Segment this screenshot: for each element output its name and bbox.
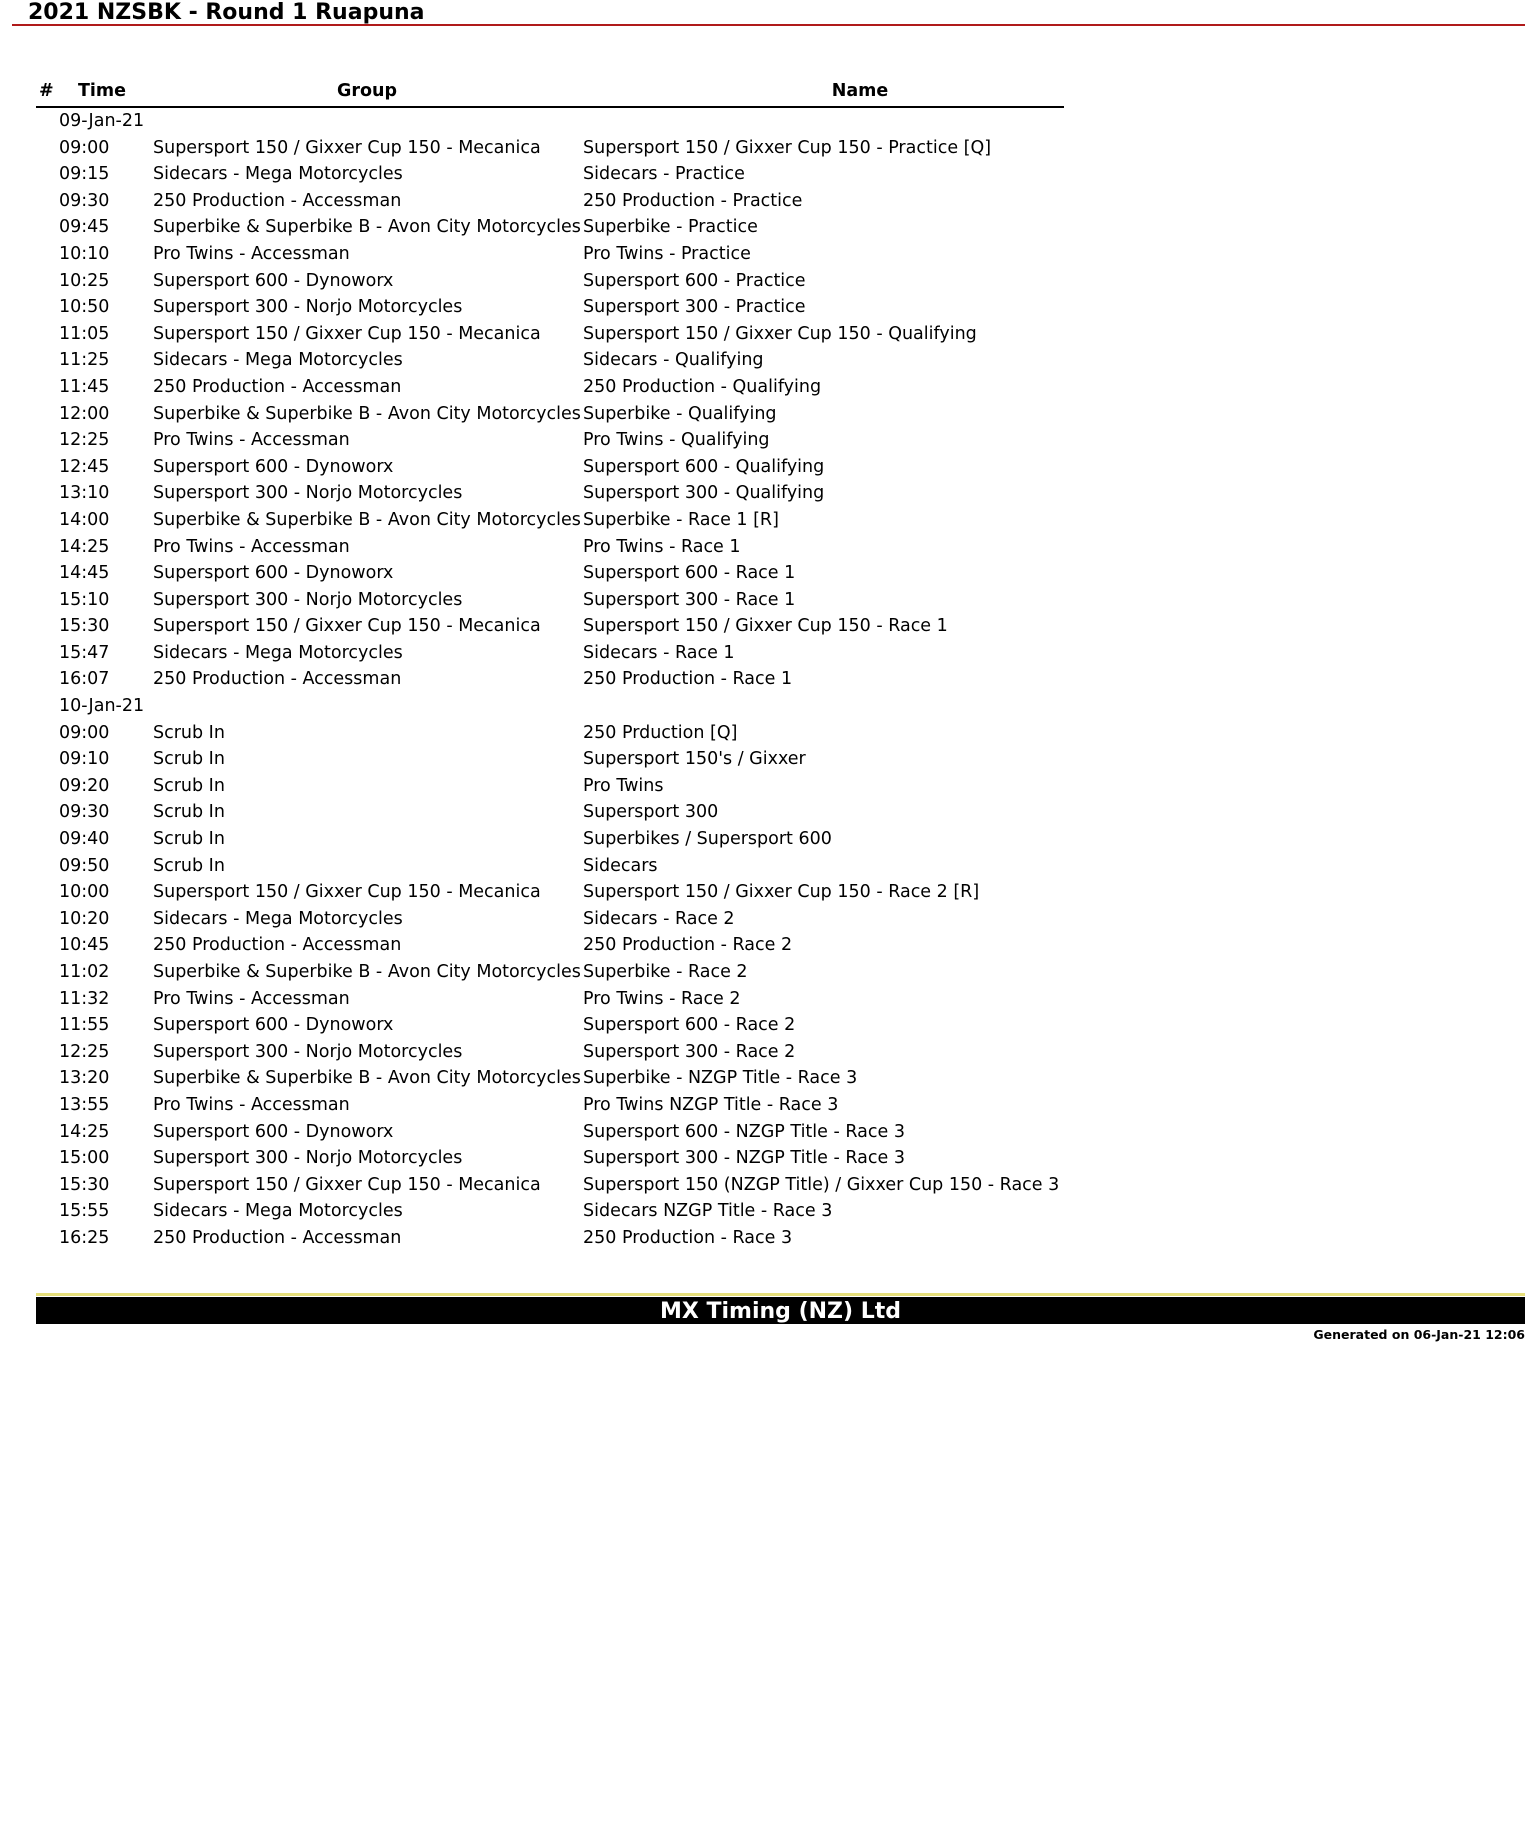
- row-group: Pro Twins - Accessman: [153, 430, 350, 451]
- row-time: 09:20: [59, 775, 110, 796]
- row-time: 10:10: [59, 243, 110, 264]
- table-row: [36, 959, 1064, 986]
- row-time: 12:25: [59, 1041, 110, 1062]
- row-name: 250 Production - Race 2: [583, 935, 793, 956]
- row-time: 10:50: [59, 297, 110, 318]
- table-row: [36, 347, 1064, 374]
- row-name: Supersport 600 - Race 1: [583, 563, 796, 584]
- header-name: Name: [831, 81, 889, 101]
- row-name: Supersport 150 / Gixxer Cup 150 - Race 2 [R]: [583, 882, 980, 903]
- row-group: Supersport 150 / Gixxer Cup 150 - Mecanica: [153, 882, 541, 903]
- row-group: Superbike & Superbike B - Avon City Motorcycles: [153, 403, 581, 424]
- row-group: Scrub In: [153, 722, 225, 743]
- row-time: 09:45: [59, 217, 110, 238]
- row-name: Supersport 150 (NZGP Title) / Gixxer Cup 150 - Race 3: [583, 1174, 1060, 1195]
- row-name: Supersport 150 / Gixxer Cup 150 - Practice [Q]: [583, 137, 992, 158]
- row-time: 12:25: [59, 430, 110, 451]
- row-name: Sidecars NZGP Title - Race 3: [583, 1201, 833, 1222]
- row-name: Supersport 600 - Practice: [583, 270, 806, 291]
- row-name: Pro Twins - Race 1: [583, 536, 741, 557]
- row-group: Supersport 600 - Dynoworx: [153, 1015, 394, 1036]
- generated-timestamp: Generated on 06-Jan-21 12:06: [1313, 1327, 1525, 1342]
- table-row: [36, 1198, 1064, 1225]
- table-row: [36, 1039, 1064, 1066]
- row-name: 250 Production - Practice: [583, 190, 803, 211]
- row-name: Supersport 300 - Race 1: [583, 589, 796, 610]
- row-name: Supersport 300 - Qualifying: [583, 483, 825, 504]
- row-time: 14:25: [59, 536, 110, 557]
- row-time: 11:25: [59, 350, 110, 371]
- row-name: 250 Production - Qualifying: [583, 376, 822, 397]
- table-row: [36, 1172, 1064, 1199]
- row-name: 250 Production - Race 3: [583, 1227, 793, 1248]
- table-row: [36, 507, 1064, 534]
- row-group: Scrub In: [153, 855, 225, 876]
- row-name: 250 Production - Race 1: [583, 669, 793, 690]
- row-time: 12:00: [59, 403, 110, 424]
- row-group: Scrub In: [153, 749, 225, 770]
- table-row: [36, 560, 1064, 587]
- row-group: 250 Production - Accessman: [153, 669, 402, 690]
- row-time: 13:55: [59, 1094, 110, 1115]
- day-date: 10-Jan-21: [59, 696, 145, 717]
- row-group: Scrub In: [153, 775, 225, 796]
- row-group: Supersport 300 - Norjo Motorcycles: [153, 483, 463, 504]
- row-group: Superbike & Superbike B - Avon City Motorcycles: [153, 962, 581, 982]
- row-group: Sidecars - Mega Motorcycles: [153, 1201, 403, 1222]
- row-group: 250 Production - Accessman: [153, 1227, 402, 1248]
- row-time: 16:25: [59, 1227, 110, 1248]
- table-row: [36, 1119, 1064, 1146]
- table-row: [36, 321, 1064, 348]
- table-row: [36, 640, 1064, 667]
- row-group: 250 Production - Accessman: [153, 190, 402, 211]
- title-divider: [12, 24, 1525, 26]
- page-title: 2021 NZSBK - Round 1 Ruapuna: [28, 0, 425, 25]
- row-name: Superbike - Race 2: [583, 962, 748, 982]
- row-name: Pro Twins - Practice: [583, 243, 751, 264]
- table-row: [36, 986, 1064, 1013]
- table-row: [36, 214, 1064, 241]
- row-time: 13:20: [59, 1068, 110, 1089]
- row-name: Pro Twins NZGP Title - Race 3: [583, 1094, 839, 1115]
- row-name: Sidecars - Qualifying: [583, 350, 764, 371]
- row-name: Sidecars - Practice: [583, 164, 745, 185]
- row-time: 10:25: [59, 270, 110, 291]
- table-row: [36, 161, 1064, 188]
- row-group: Superbike & Superbike B - Avon City Motorcycles: [153, 217, 581, 238]
- table-row: [36, 188, 1064, 215]
- table-row: [36, 613, 1064, 640]
- header-group: Group: [336, 81, 397, 101]
- row-group: Pro Twins - Accessman: [153, 1094, 350, 1115]
- row-time: 09:30: [59, 802, 110, 823]
- row-name: Superbike - Practice: [583, 217, 758, 238]
- row-time: 15:55: [59, 1201, 110, 1222]
- table-row: [36, 666, 1064, 693]
- row-time: 09:15: [59, 164, 110, 185]
- table-row: [36, 1225, 1064, 1252]
- row-time: 11:02: [59, 962, 110, 982]
- table-row: [36, 480, 1064, 507]
- table-row: [36, 294, 1064, 321]
- row-time: 12:45: [59, 456, 110, 477]
- table-row: [36, 401, 1064, 428]
- table-row: [36, 374, 1064, 401]
- row-time: 14:45: [59, 563, 110, 584]
- row-name: Pro Twins - Race 2: [583, 988, 741, 1009]
- table-row: [36, 879, 1064, 906]
- row-name: Superbike - Race 1 [R]: [583, 509, 779, 530]
- row-time: 16:07: [59, 669, 110, 690]
- row-name: Supersport 600 - Qualifying: [583, 456, 825, 477]
- row-time: 11:45: [59, 376, 110, 397]
- table-row: [36, 720, 1064, 747]
- row-group: Supersport 600 - Dynoworx: [153, 456, 394, 477]
- row-time: 09:30: [59, 190, 110, 211]
- day-heading: [36, 108, 1064, 135]
- row-group: Supersport 150 / Gixxer Cup 150 - Mecanica: [153, 1174, 541, 1195]
- row-time: 10:45: [59, 935, 110, 956]
- row-group: Scrub In: [153, 802, 225, 823]
- table-row: [36, 534, 1064, 561]
- row-group: Supersport 600 - Dynoworx: [153, 270, 394, 291]
- row-group: Pro Twins - Accessman: [153, 243, 350, 264]
- row-time: 15:47: [59, 642, 110, 663]
- row-group: Supersport 150 / Gixxer Cup 150 - Mecanica: [153, 137, 541, 158]
- row-name: Superbike - Qualifying: [583, 403, 777, 424]
- row-time: 10:20: [59, 908, 110, 929]
- row-name: Superbike - NZGP Title - Race 3: [583, 1068, 858, 1089]
- row-group: Sidecars - Mega Motorcycles: [153, 350, 403, 371]
- row-time: 15:30: [59, 1174, 110, 1195]
- row-time: 13:10: [59, 483, 110, 504]
- row-name: Superbikes / Supersport 600: [583, 829, 832, 850]
- row-time: 09:00: [59, 722, 110, 743]
- row-time: 14:25: [59, 1121, 110, 1142]
- table-row: [36, 1065, 1064, 1092]
- table-row: [36, 135, 1064, 162]
- row-group: Supersport 300 - Norjo Motorcycles: [153, 589, 463, 610]
- day-date: 09-Jan-21: [59, 111, 145, 131]
- row-time: 10:00: [59, 882, 110, 903]
- table-row: [36, 1012, 1064, 1039]
- row-name: Supersport 300 - Practice: [583, 297, 806, 318]
- row-time: 14:00: [59, 509, 110, 530]
- row-time: 11:05: [59, 323, 110, 344]
- row-group: Sidecars - Mega Motorcycles: [153, 908, 403, 929]
- row-time: 11:55: [59, 1015, 110, 1036]
- table-row: [36, 454, 1064, 481]
- header-time: Time: [78, 81, 127, 101]
- row-name: Pro Twins: [583, 775, 664, 796]
- schedule-body: [36, 108, 1064, 1252]
- row-time: 15:10: [59, 589, 110, 610]
- row-group: Pro Twins - Accessman: [153, 536, 350, 557]
- table-row: [36, 268, 1064, 295]
- row-group: Superbike & Superbike B - Avon City Motorcycles: [153, 509, 581, 530]
- table-row: [36, 932, 1064, 959]
- row-group: 250 Production - Accessman: [153, 376, 402, 397]
- table-row: [36, 241, 1064, 268]
- row-group: Superbike & Superbike B - Avon City Motorcycles: [153, 1068, 581, 1089]
- row-group: Pro Twins - Accessman: [153, 988, 350, 1009]
- footer-accent-line: [36, 1293, 1525, 1296]
- table-row: [36, 773, 1064, 800]
- table-row: [36, 746, 1064, 773]
- table-row: [36, 1092, 1064, 1119]
- table-row: [36, 1145, 1064, 1172]
- row-time: 09:10: [59, 749, 110, 770]
- row-name: Supersport 150 / Gixxer Cup 150 - Race 1: [583, 616, 948, 637]
- row-name: Supersport 300 - Race 2: [583, 1041, 796, 1062]
- row-time: 09:50: [59, 855, 110, 876]
- table-row: [36, 799, 1064, 826]
- row-group: Supersport 150 / Gixxer Cup 150 - Mecanica: [153, 323, 541, 344]
- row-name: Pro Twins - Qualifying: [583, 430, 770, 451]
- row-group: Supersport 300 - Norjo Motorcycles: [153, 297, 463, 318]
- row-name: Supersport 300: [583, 802, 719, 823]
- row-group: Supersport 300 - Norjo Motorcycles: [153, 1041, 463, 1062]
- footer-company: MX Timing (NZ) Ltd: [36, 1297, 1525, 1324]
- row-time: 15:30: [59, 616, 110, 637]
- row-group: Sidecars - Mega Motorcycles: [153, 164, 403, 185]
- row-name: Supersport 600 - NZGP Title - Race 3: [583, 1121, 905, 1142]
- row-group: Scrub In: [153, 829, 225, 850]
- row-group: Supersport 150 / Gixxer Cup 150 - Mecanica: [153, 616, 541, 637]
- row-group: Supersport 600 - Dynoworx: [153, 563, 394, 584]
- row-name: Supersport 150's / Gixxer: [583, 749, 806, 770]
- row-group: Sidecars - Mega Motorcycles: [153, 642, 403, 663]
- table-header: [36, 80, 1064, 108]
- header-num: #: [39, 81, 54, 101]
- row-name: 250 Prduction [Q]: [583, 722, 738, 743]
- row-name: Supersport 600 - Race 2: [583, 1015, 796, 1036]
- table-row: [36, 906, 1064, 933]
- row-time: 11:32: [59, 988, 110, 1009]
- row-name: Sidecars - Race 2: [583, 908, 735, 929]
- row-time: 09:40: [59, 829, 110, 850]
- row-group: 250 Production - Accessman: [153, 935, 402, 956]
- row-name: Supersport 150 / Gixxer Cup 150 - Qualifying: [583, 323, 977, 344]
- row-group: Supersport 600 - Dynoworx: [153, 1121, 394, 1142]
- table-row: [36, 826, 1064, 853]
- row-group: Supersport 300 - Norjo Motorcycles: [153, 1148, 463, 1169]
- table-row: [36, 427, 1064, 454]
- row-time: 09:00: [59, 137, 110, 158]
- table-row: [36, 853, 1064, 880]
- row-name: Sidecars - Race 1: [583, 642, 735, 663]
- row-time: 15:00: [59, 1148, 110, 1169]
- table-row: [36, 587, 1064, 614]
- row-name: Supersport 300 - NZGP Title - Race 3: [583, 1148, 905, 1169]
- schedule-table: [36, 80, 1064, 1252]
- row-name: Sidecars: [583, 855, 658, 876]
- day-heading: [36, 693, 1064, 720]
